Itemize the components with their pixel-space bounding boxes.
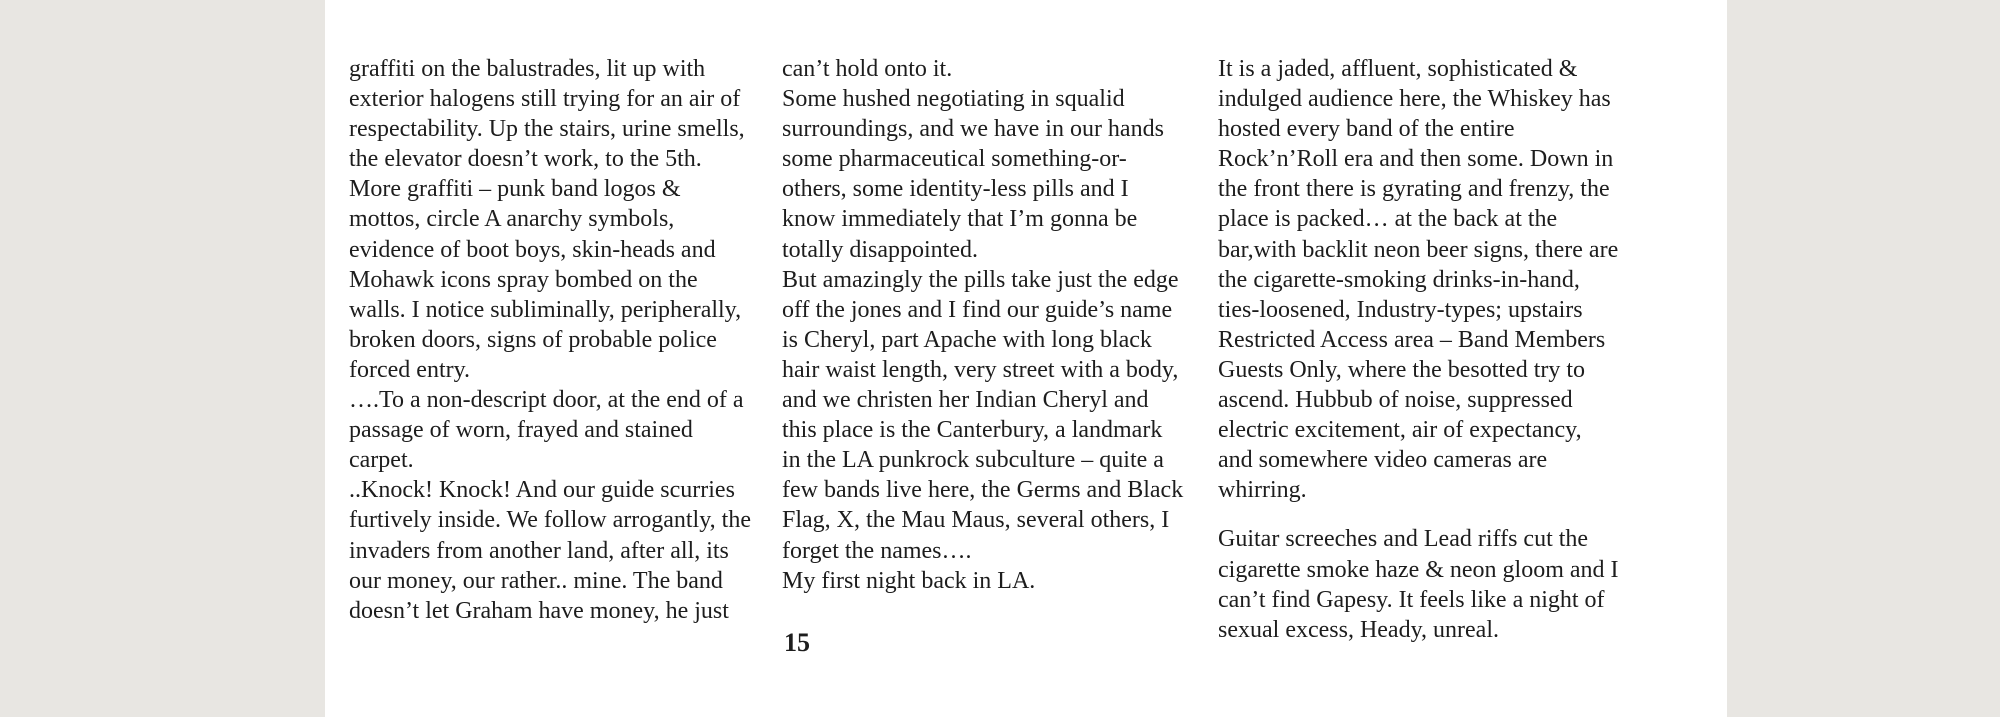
text-line: off the jones and I find our guide’s name [782,296,1173,323]
text-line: sexual excess, Heady, unreal. [1218,616,1499,643]
text-line: the front there is gyrating and frenzy, the [1218,176,1610,203]
text-line: the cigarette-smoking drinks-in-hand, [1218,266,1580,293]
text-line: Rock’n’Roll era and then some. Down in [1218,146,1614,173]
text-line: Flag, X, the Mau Maus, several others, I [782,507,1170,534]
text-line: furtively inside. We follow arrogantly, the [349,507,751,534]
text-line: carpet. [349,447,414,474]
text-line: Mohawk icons spray bombed on the [349,266,698,293]
text-line: surroundings, and we have in our hands [782,116,1164,143]
text-line: is Cheryl, part Apache with long black [782,326,1152,353]
text-line: Restricted Access area – Band Members [1218,326,1606,353]
text-line: and we christen her Indian Cheryl and [782,387,1149,414]
text-line: place is packed… at the back at the [1218,206,1558,233]
text-line: ascend. Hubbub of noise, suppressed [1218,387,1573,414]
text-line: can’t hold onto it. [782,56,953,82]
text-line: broken doors, signs of probable police [349,326,717,353]
text-line: can’t find Gapesy. It feels like a night of [1218,586,1605,613]
text-line: totally disappointed. [782,236,978,263]
text-line: More graffiti – punk band logos & [349,176,681,203]
text-line: But amazingly the pills take just the edge [782,266,1179,293]
text-line: others, some identity-less pills and I [782,176,1129,203]
text-line: graffiti on the balustrades, lit up with [349,56,706,82]
text-line: cigarette smoke haze & neon gloom and I [1218,556,1619,583]
text-column-3 [1218,54,1638,645]
paragraph-break [1218,505,1638,524]
text-line: some pharmaceutical something-or- [782,146,1127,173]
text-line: this place is the Canterbury, a landmark [782,417,1163,444]
text-column-1 [349,54,772,626]
text-line: hosted every band of the entire [1218,116,1515,143]
text-line: invaders from another land, after all, its [349,537,729,564]
text-line: evidence of boot boys, skin-heads and [349,236,716,263]
text-line: walls. I notice subliminally, peripherally, [349,296,742,323]
text-line: whirring. [1218,477,1307,504]
text-line: forced entry. [349,356,471,383]
text-line: ..Knock! Knock! And our guide scurries [349,477,735,504]
text-line: the elevator doesn’t work, to the 5th. [349,146,702,173]
text-line: hair waist length, very street with a body, [782,356,1179,383]
text-line: respectability. Up the stairs, urine smells, [349,116,745,143]
text-line: exterior halogens still trying for an air of [349,86,741,113]
text-line: It is a jaded, affluent, sophisticated & [1218,56,1578,82]
text-line: Guitar screeches and Lead riffs cut the [1218,526,1589,553]
text-line: few bands live here, the Germs and Black [782,477,1184,504]
text-line: know immediately that I’m gonna be [782,206,1138,233]
text-line: and somewhere video cameras are [1218,447,1548,474]
text-line: forget the names…. [782,537,972,564]
text-line: our money, our rather.. mine. The band [349,567,723,594]
text-line: doesn’t let Graham have money, he just [349,597,729,624]
text-line: mottos, circle A anarchy symbols, [349,206,675,233]
text-line: in the LA punkrock subculture – quite a [782,447,1164,474]
text-line: electric excitement, air of expectancy, [1218,417,1582,444]
text-line: indulged audience here, the Whiskey has [1218,86,1611,113]
text-line: ties-loosened, Industry-types; upstairs [1218,296,1583,323]
text-column-2 [782,54,1206,596]
text-line: passage of worn, frayed and stained [349,417,693,444]
page-number: 15 [784,628,810,657]
text-line: Guests Only, where the besotted try to [1218,356,1586,383]
text-line: ….To a non-descript door, at the end of a [349,387,744,414]
text-line: Some hushed negotiating in squalid [782,86,1125,113]
text-line: My first night back in LA. [782,567,1036,594]
text-line: bar,with backlit neon beer signs, there are [1218,236,1619,263]
